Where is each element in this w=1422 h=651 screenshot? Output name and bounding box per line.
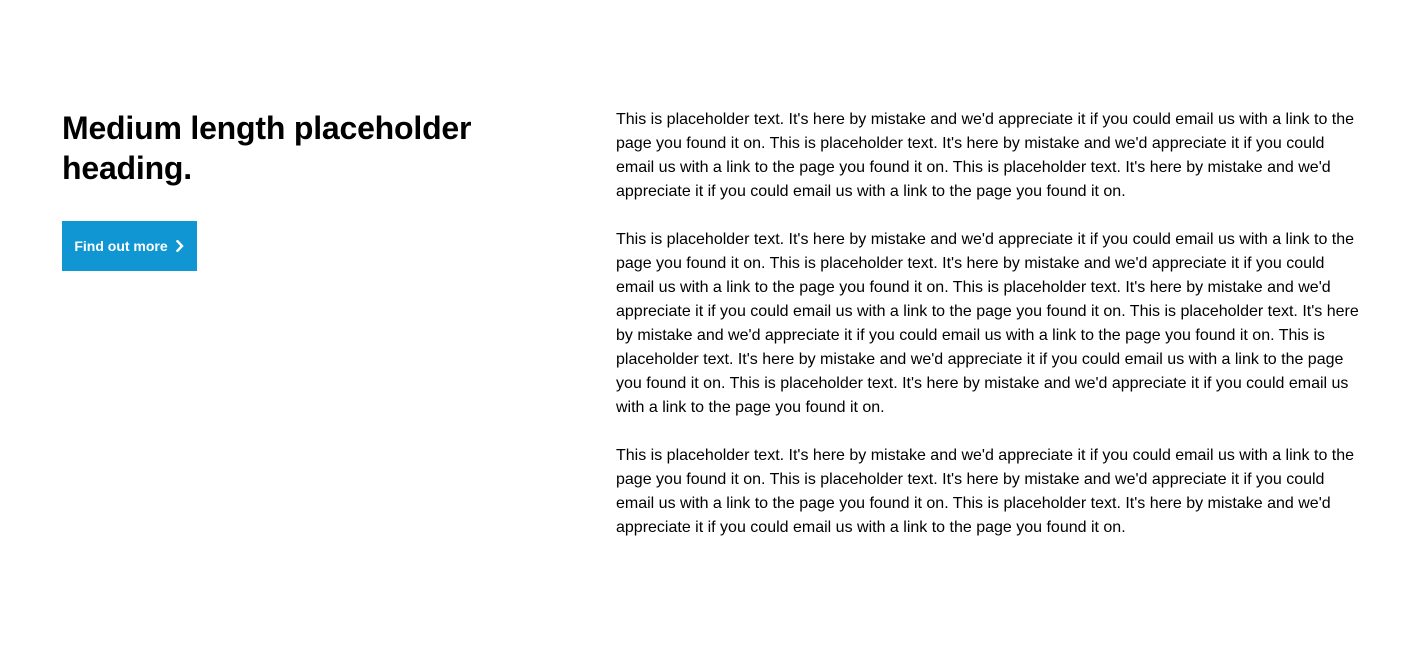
hero-column [62,108,532,254]
body-paragraph-3: This is placeholder text. It's here by mistake and we'd appreciate it if you could email us with a link to the page you found it on. This is placeholder text. It's here by mistake and we'd appreciate it if you could email us with a link to the page you found it on. This is placeholder text. It's here by mistake and we'd appreciate it if you could email us with a link to the page you found it on. [616,447,1355,536]
body-paragraph-2: This is placeholder text. It's here by mistake and we'd appreciate it if you could email us with a link to the page you found it on. This is placeholder text. It's here by mistake and we'd appreciate it if you could email us with a link to the page you found it on. This is placeholder text. It's here by mistake and we'd appreciate it if you could email us with a link to the page you found it on. This is placeholder text. It's here by mistake and we'd appreciate it if you could email us with a link to the page you found it on. This is placeholder text. It's here by mistake and we'd appreciate it if you could email us with a link to the page you found it on. This is placeholder text. It's here by mistake and we'd appreciate it if you could email us with a link to the page you found it on. [616,231,1359,416]
body-paragraph-1: This is placeholder text. It's here by mistake and we'd appreciate it if you could email us with a link to the page you found it on. This is placeholder text. It's here by mistake and we'd appreciate it if you could email us with a link to the page you found it on. This is placeholder text. It's here by mistake and we'd appreciate it if you could email us with a link to the page you found it on. [616,111,1355,200]
page-heading: Medium length placeholder heading. [62,110,472,186]
find-out-more-button[interactable] [62,221,197,271]
chevron-right-icon [175,240,185,252]
body-text-column [616,108,1362,564]
find-out-more-label: Find out more [74,238,168,254]
